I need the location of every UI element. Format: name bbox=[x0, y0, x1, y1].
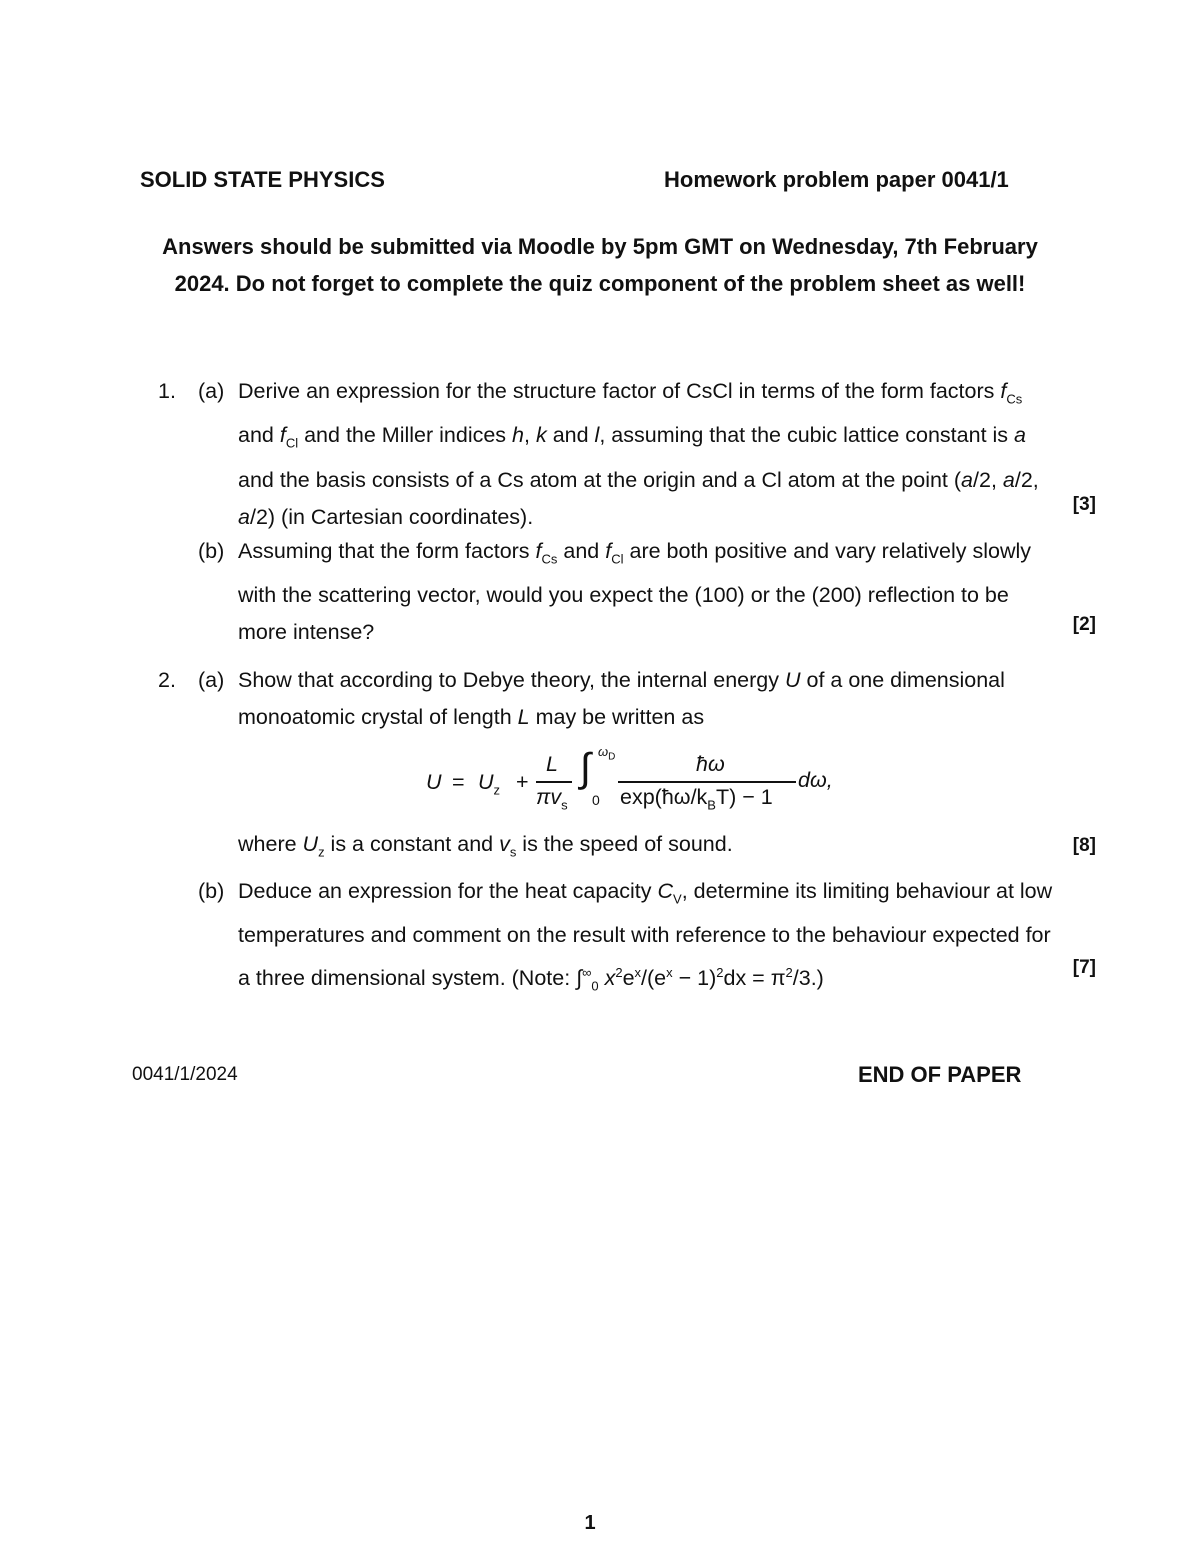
q1a-text: Derive an expression for the structure factor of CsCl in terms of the form factors $f_{Cs}$ and $f_{Cl}$ and the Miller indices h, k and l, assuming that the cubic lattice constant is a and the basis consists of a Cs atom at the origin and a Cl atom at the point (a/2, a/2, a/2) (in Cartesian coordinates). bbox=[238, 379, 1039, 529]
q2b-text: Deduce an expression for the heat capacity $C_V$, determine its limiting behaviour at low temperatures and comment on the result with reference to the behaviour expected for a three dimensional system. (Note: $\int^\infty_0$ $x^2e^x/(e^x - 1)^2dx = \pi^2/3$.) bbox=[238, 879, 1053, 994]
q1a-label: (a) bbox=[198, 379, 225, 403]
q2a-text: Show that according to Debye theory, the internal energy U of a one dimensional monoatomic crystal of length L may be written as bbox=[238, 668, 1005, 729]
q1b-text: Assuming that the form factors $f_{Cs}$ and $f_{Cl}$ are both positive and vary relatively slowly with the scattering vector, would you expect the (100) or the (200) reflection to be more intense? bbox=[238, 539, 1032, 645]
question-number-1: 1. bbox=[158, 379, 176, 403]
course-title: SOLID STATE PHYSICS bbox=[140, 167, 385, 192]
q1b-marks: [2] bbox=[1072, 614, 1096, 635]
paper-title: Homework problem paper 0041/1 bbox=[664, 167, 1009, 192]
page-number: 1 bbox=[584, 1512, 596, 1534]
end-of-paper: END OF PAPER bbox=[858, 1062, 1022, 1087]
q2a-where-text: where $U_z$ is a constant and $v_s$ is the speed of sound. bbox=[238, 832, 733, 860]
q2b-label: (b) bbox=[198, 879, 225, 903]
integral-sign: ∫ bbox=[580, 746, 591, 790]
question-number-2: 2. bbox=[158, 668, 176, 692]
submission-notice: Answers should be submitted via Moodle by 5pm GMT on Wednesday, 7th February 2024. Do not forget to complete the quiz component of the problem sheet as well! bbox=[162, 234, 1038, 296]
q1b-label: (b) bbox=[198, 539, 225, 563]
debye-equation: U = $U_z$ + L $\pi v_s$ ∫ $\omega_D$ 0 ħω $\exp(ħ\omega/k_BT) - 1$ dω, bbox=[426, 744, 833, 813]
q2a-marks: [8] bbox=[1072, 835, 1096, 856]
paper-code: 0041/1/2024 bbox=[132, 1064, 238, 1085]
q2a-label: (a) bbox=[198, 668, 225, 692]
q2b-marks: [7] bbox=[1072, 957, 1096, 978]
q1a-marks: [3] bbox=[1072, 494, 1096, 515]
